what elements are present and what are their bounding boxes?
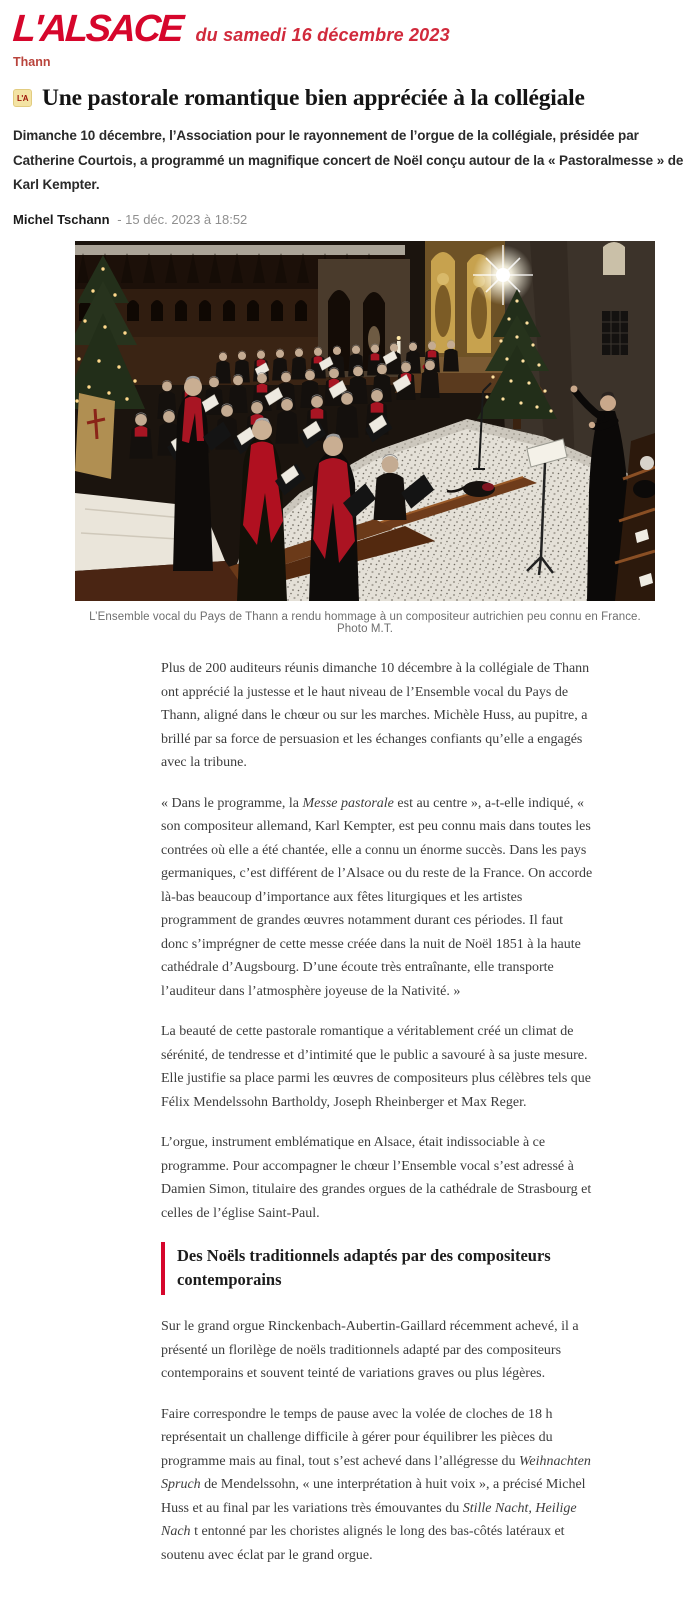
body-paragraphs-before <box>161 657 593 1225</box>
article-figure <box>75 241 655 635</box>
headline-row <box>13 84 687 113</box>
photo-caption: L’Ensemble vocal du Pays de Thann a rendu hommage à un compositeur autrichien peu connu en France. Photo M.T. <box>89 611 641 636</box>
article-paragraph: La beauté de cette pastorale romantique a véritablement créé un climat de sérénité, de tendresse et d’intimité que le public a savouré à sa juste mesure. Elle justifie sa place parmi les œuvres de compositeurs plus célèbres tels que Félix Mendelssohn Bartholdy, Joseph Rheinberger et Max Reger. <box>161 1024 591 1110</box>
newspaper-logo: L'ALSACE <box>11 8 183 50</box>
article-lede: Dimanche 10 décembre, l’Association pour le rayonnement de l’orgue de la collégiale, présidée par Catherine Courtois, a programmé un magnifique concert de Noël conçu autour de la « Pastoralmesse » de Karl Kempter. <box>13 128 684 192</box>
masthead <box>13 10 687 69</box>
article-photo <box>75 241 655 601</box>
body-paragraphs-after <box>161 1315 593 1567</box>
article-title: Une pastorale romantique bien appréciée à la collégiale <box>42 85 585 111</box>
article-paragraph: Plus de 200 auditeurs réunis dimanche 10 décembre à la collégiale de Thann ont apprécié la justesse et le haut niveau de l’Ensemble vocal du Pays de Thann, aligné dans le chœur ou sur les marches. Michèle Huss, au pupitre, a brillé par sa force de persuasion et les échanges confiants qu’elle a engagés avec la tribune. <box>161 661 590 771</box>
article-paragraph: Sur le grand orgue Rinckenbach-Aubertin-Gaillard récemment achevé, il a présenté un florilège de noëls traditionnels adapté par des compositeurs contemporains et souvent teinté de variations graves ou plus légères. <box>161 1319 579 1382</box>
section-label: Thann <box>13 55 51 69</box>
byline <box>13 212 687 227</box>
author-name: Michel Tschann <box>13 212 110 228</box>
section-subheading: Des Noëls traditionnels adaptés par des compositeurs contemporains <box>161 1242 593 1295</box>
article-paragraph: Faire correspondre le temps de pause avec la volée de cloches de 18 h représentait un challenge difficile à gérer pour équilibrer les pièces du programme mais au final, tout s’est achevé dans l’allégresse du Weihnachten Spruch de Mendelssohn, « une interprétation à huit voix », a précisé Michel Huss et au final par les variations très émouvantes du Stille Nacht, Heilige Nach t entonné par les choristes alignés le long des bas-côtés latéraux et soutenu avec éclat par le grand orgue. <box>161 1406 591 1563</box>
newspaper-favicon-badge: L'A <box>13 89 32 107</box>
edition-date: du samedi 16 décembre 2023 <box>195 25 450 45</box>
article <box>13 84 687 1567</box>
publish-date: - 15 déc. 2023 à 18:52 <box>117 212 248 228</box>
article-paragraph: « Dans le programme, la Messe pastorale est au centre », a-t-elle indiqué, « son compositeur allemand, Karl Kempter, est peu connu mais dans toutes les contrées où elle a été chantée, elle a connu un énorme succès. Dans les pays germaniques, c’est différent de l’Alsace ou du reste de la France. On accorde là-bas beaucoup d’importance aux fêtes liturgiques et les artistes programment de grandes œuvres notamment durant ces périodes. Il faut donc s’imprégner de cette messe créée dans la nuit de Noël 1851 à la haute cathédrale d’Augsbourg. D’une écoute très entraînante, elle transporte l’auditeur dans l’atmosphère joyeuse de la Nativité. » <box>161 795 593 999</box>
article-paragraph: L’orgue, instrument emblématique en Alsace, était indissociable à ce programme. Pour accompagner le chœur l’Ensemble vocal s’est adressé à Damien Simon, titulaire des grandes orgues de la cathédrale de Strasbourg et celles de l’église Saint-Paul. <box>161 1135 592 1221</box>
article-body <box>161 657 593 1567</box>
